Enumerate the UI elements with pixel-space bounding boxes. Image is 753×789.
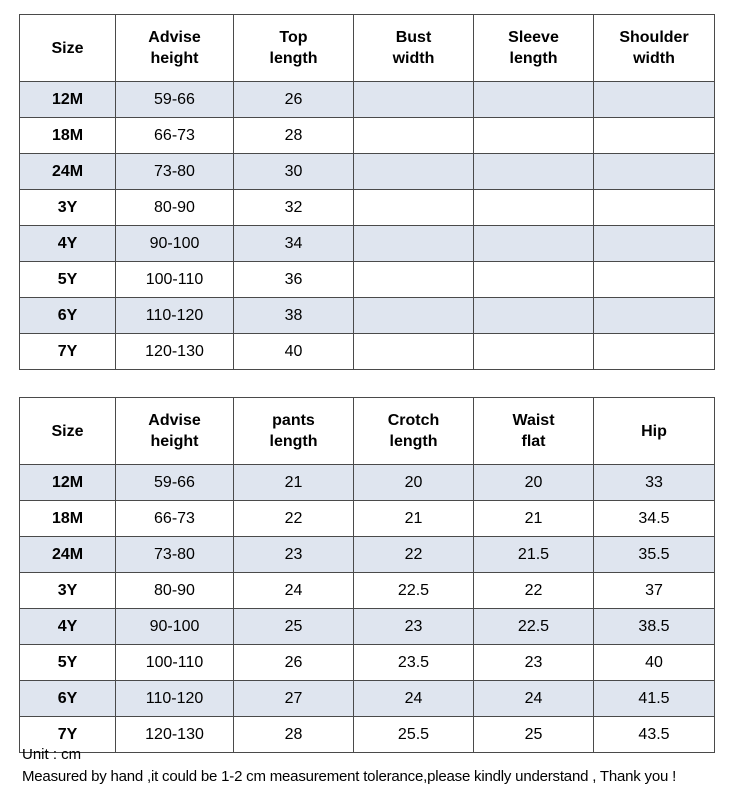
table-cell: 21 [474,501,594,537]
size-cell: 3Y [20,573,116,609]
table-cell: 23 [354,609,474,645]
table-cell: 33 [594,465,715,501]
size-cell: 6Y [20,298,116,334]
table-cell: 24 [474,681,594,717]
table-cell: 80-90 [116,190,234,226]
table-cell: 35.5 [594,537,715,573]
table-cell: 30 [234,154,354,190]
table-cell: 110-120 [116,298,234,334]
header-row [20,15,715,82]
table-cell: 23.5 [354,645,474,681]
header-advise-height: Advise height [116,398,234,465]
top-table-header [20,15,715,82]
table-cell [594,190,715,226]
top-table-body [20,82,715,370]
table-cell: 20 [354,465,474,501]
size-cell: 5Y [20,262,116,298]
header-pants-length: pants length [234,398,354,465]
table-cell [474,190,594,226]
table-cell: 73-80 [116,537,234,573]
size-cell: 24M [20,537,116,573]
table-cell: 100-110 [116,645,234,681]
table-cell [354,262,474,298]
table-cell: 90-100 [116,226,234,262]
table-cell: 34 [234,226,354,262]
table-cell [354,154,474,190]
table-cell: 25.5 [354,717,474,753]
table-cell: 24 [354,681,474,717]
table-cell [594,262,715,298]
size-cell: 5Y [20,645,116,681]
table-cell: 100-110 [116,262,234,298]
table-row [20,262,715,298]
table-row [20,573,715,609]
table-cell: 90-100 [116,609,234,645]
table-cell [474,226,594,262]
table-row [20,501,715,537]
table-cell: 28 [234,118,354,154]
table-row [20,334,715,370]
table-cell: 22.5 [474,609,594,645]
table-cell: 41.5 [594,681,715,717]
table-cell: 37 [594,573,715,609]
table-cell [354,190,474,226]
top-size-table [19,14,715,370]
table-cell: 28 [234,717,354,753]
header-top-length: Top length [234,15,354,82]
table-cell: 22 [354,537,474,573]
table-cell [354,298,474,334]
header-advise-height: Advise height [116,15,234,82]
table-cell [594,82,715,118]
size-cell: 4Y [20,226,116,262]
table-row [20,118,715,154]
table-cell: 34.5 [594,501,715,537]
table-cell [594,334,715,370]
header-shoulder-width: Shoulder width [594,15,715,82]
table-cell: 24 [234,573,354,609]
size-cell: 3Y [20,190,116,226]
table-cell: 21.5 [474,537,594,573]
table-cell: 25 [234,609,354,645]
table-cell: 21 [234,465,354,501]
table-cell [354,82,474,118]
size-cell: 6Y [20,681,116,717]
table-cell: 23 [474,645,594,681]
table-cell: 25 [474,717,594,753]
table-row [20,226,715,262]
table-cell [474,154,594,190]
table-row [20,190,715,226]
size-cell: 18M [20,118,116,154]
table-row [20,609,715,645]
table-row [20,154,715,190]
table-cell: 80-90 [116,573,234,609]
table-cell: 38.5 [594,609,715,645]
table-cell: 110-120 [116,681,234,717]
table-row [20,465,715,501]
size-cell: 12M [20,465,116,501]
table-cell: 23 [234,537,354,573]
table-cell: 38 [234,298,354,334]
table-row [20,82,715,118]
table-cell: 43.5 [594,717,715,753]
table-cell: 59-66 [116,465,234,501]
table-cell [594,154,715,190]
table-cell: 22 [234,501,354,537]
header-crotch-length: Crotch length [354,398,474,465]
bottom-size-table [19,397,715,753]
table-cell: 20 [474,465,594,501]
size-cell: 4Y [20,609,116,645]
table-cell: 27 [234,681,354,717]
table-cell: 40 [234,334,354,370]
unit-note: Unit : cm [22,746,82,763]
table-cell: 22.5 [354,573,474,609]
size-cell: 12M [20,82,116,118]
table-cell [594,298,715,334]
table-row [20,681,715,717]
header-size: Size [20,15,116,82]
size-cell: 7Y [20,334,116,370]
table-row [20,645,715,681]
measurement-note: Measured by hand ,it could be 1-2 cm measurement tolerance,please kindly understand , Thank you ! [22,768,677,785]
header-waist-flat: Waist flat [474,398,594,465]
table-cell [474,334,594,370]
header-row [20,398,715,465]
table-row [20,537,715,573]
table-cell: 32 [234,190,354,226]
table-cell [474,262,594,298]
table-cell: 21 [354,501,474,537]
table-cell: 59-66 [116,82,234,118]
table-cell [354,334,474,370]
table-cell: 73-80 [116,154,234,190]
table-cell: 120-130 [116,717,234,753]
header-sleeve-length: Sleeve length [474,15,594,82]
table-cell: 26 [234,82,354,118]
table-cell [474,118,594,154]
table-cell: 26 [234,645,354,681]
table-cell [474,298,594,334]
table-cell: 120-130 [116,334,234,370]
table-cell [354,118,474,154]
table-row [20,298,715,334]
size-cell: 7Y [20,717,116,753]
table-cell: 36 [234,262,354,298]
header-bust-width: Bust width [354,15,474,82]
table-cell: 40 [594,645,715,681]
table-cell: 22 [474,573,594,609]
table-row [20,717,715,753]
table-cell: 66-73 [116,118,234,154]
size-cell: 18M [20,501,116,537]
size-cell: 24M [20,154,116,190]
table-cell [594,118,715,154]
header-hip: Hip [594,398,715,465]
bottom-table-body [20,465,715,753]
table-cell: 66-73 [116,501,234,537]
table-cell [354,226,474,262]
header-size: Size [20,398,116,465]
bottom-table-header [20,398,715,465]
table-cell [594,226,715,262]
table-cell [474,82,594,118]
